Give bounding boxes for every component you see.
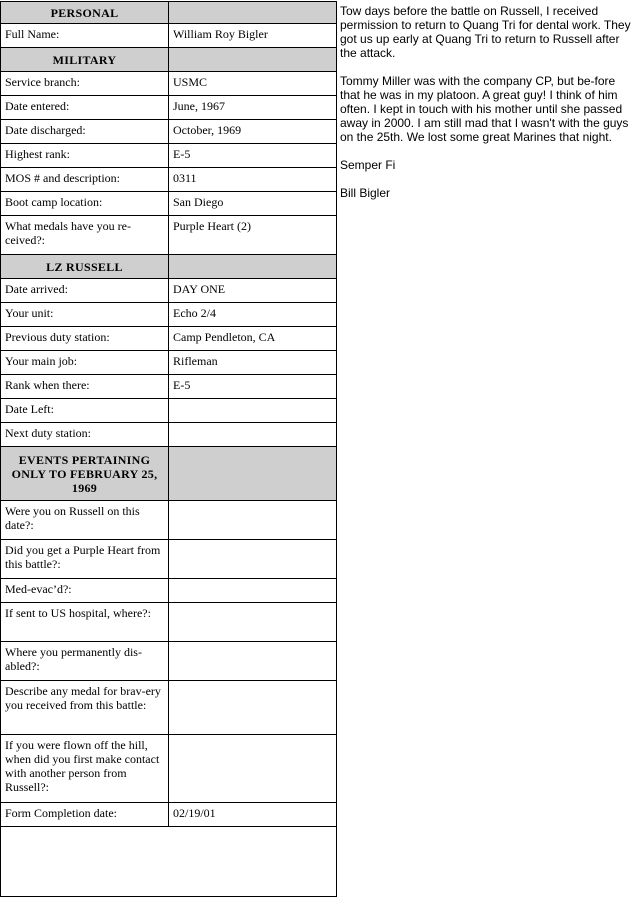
field-value (169, 681, 337, 735)
field-value: Purple Heart (2) (169, 216, 337, 255)
veteran-questionnaire-table (0, 1, 337, 897)
field-value: E-5 (169, 375, 337, 399)
field-label: Full Name: (1, 24, 169, 48)
field-label: If you were flown off the hill, when did you first make contact with another person from Russell?: (1, 735, 169, 803)
form-row (1, 501, 337, 540)
form-row (1, 327, 337, 351)
form-row (1, 279, 337, 303)
form-row (1, 735, 337, 803)
field-label: Did you get a Purple Heart from this battle?: (1, 540, 169, 579)
form-row (1, 303, 337, 327)
field-label: MOS # and description: (1, 168, 169, 192)
blank-remarks-cell (1, 827, 337, 897)
field-value (169, 735, 337, 803)
field-value (169, 579, 337, 603)
section-header-events (1, 447, 337, 501)
field-label: Describe any medal for brav-ery you received from this battle: (1, 681, 169, 735)
section-header-military (1, 48, 337, 72)
field-label: Rank when there: (1, 375, 169, 399)
field-label: Previous duty station: (1, 327, 169, 351)
field-value (169, 399, 337, 423)
form-row (1, 803, 337, 827)
form-row (1, 72, 337, 96)
field-label: Date arrived: (1, 279, 169, 303)
section-header-personal (1, 2, 337, 24)
form-row (1, 24, 337, 48)
field-label: Where you permanently dis-abled?: (1, 642, 169, 681)
notes-paragraph: Tommy Miller was with the company CP, but be-fore that he was in my platoon. A great guy! I think of him often. I kept in touch with his mother until she passed away in 2000. I am still mad that I wasn't with the guys on the 25th. We lost some great Marines that night. (340, 74, 629, 144)
field-value: William Roy Bigler (169, 24, 337, 48)
field-label: Your main job: (1, 351, 169, 375)
form-row (1, 399, 337, 423)
section-header-blank (169, 2, 337, 24)
form-row (1, 579, 337, 603)
form-row (1, 216, 337, 255)
form-row (1, 540, 337, 579)
field-value: San Diego (169, 192, 337, 216)
field-value: USMC (169, 72, 337, 96)
form-row (1, 168, 337, 192)
field-label: Your unit: (1, 303, 169, 327)
section-title: MILITARY (1, 48, 169, 72)
form-row (1, 144, 337, 168)
section-title: EVENTS PERTAINING ONLY TO FEBRUARY 25, 1969 (1, 447, 169, 501)
section-header-blank (169, 48, 337, 72)
field-label: Date entered: (1, 96, 169, 120)
field-label: Highest rank: (1, 144, 169, 168)
field-label: Boot camp location: (1, 192, 169, 216)
blank-remarks-area (1, 827, 337, 897)
notes-sign-off: Semper Fi (340, 158, 396, 172)
field-label: Date discharged: (1, 120, 169, 144)
field-value (169, 603, 337, 642)
section-header-lz-russell (1, 255, 337, 279)
field-value (169, 423, 337, 447)
field-label: Next duty station: (1, 423, 169, 447)
form-row (1, 423, 337, 447)
field-label: Med-evac’d?: (1, 579, 169, 603)
field-label: Date Left: (1, 399, 169, 423)
form-row (1, 192, 337, 216)
notes-signature-name: Bill Bigler (340, 186, 391, 200)
form-row (1, 681, 337, 735)
field-value: 0311 (169, 168, 337, 192)
form-row (1, 96, 337, 120)
form-row (1, 603, 337, 642)
field-label: What medals have you re-ceived?: (1, 216, 169, 255)
field-value: DAY ONE (169, 279, 337, 303)
field-value: Echo 2/4 (169, 303, 337, 327)
field-value: Camp Pendleton, CA (169, 327, 337, 351)
section-header-blank (169, 255, 337, 279)
field-label: Form Completion date: (1, 803, 169, 827)
form-row (1, 120, 337, 144)
section-title: PERSONAL (1, 2, 169, 24)
section-title: LZ RUSSELL (1, 255, 169, 279)
form-row (1, 375, 337, 399)
form-row (1, 351, 337, 375)
field-label: Were you on Russell on this date?: (1, 501, 169, 540)
field-value: E-5 (169, 144, 337, 168)
field-value: June, 1967 (169, 96, 337, 120)
field-value (169, 642, 337, 681)
field-label: If sent to US hospital, where?: (1, 603, 169, 642)
section-header-blank (169, 447, 337, 501)
field-label: Service branch: (1, 72, 169, 96)
notes-paragraph: Tow days before the battle on Russell, I received permission to return to Quang Tri for dental work. They got us up early at Quang Tri to return to Russell after the attack. (340, 4, 631, 60)
field-value: Rifleman (169, 351, 337, 375)
field-value (169, 501, 337, 540)
field-value: 02/19/01 (169, 803, 337, 827)
veteran-notes (340, 4, 638, 214)
field-value: October, 1969 (169, 120, 337, 144)
form-row (1, 642, 337, 681)
field-value (169, 540, 337, 579)
